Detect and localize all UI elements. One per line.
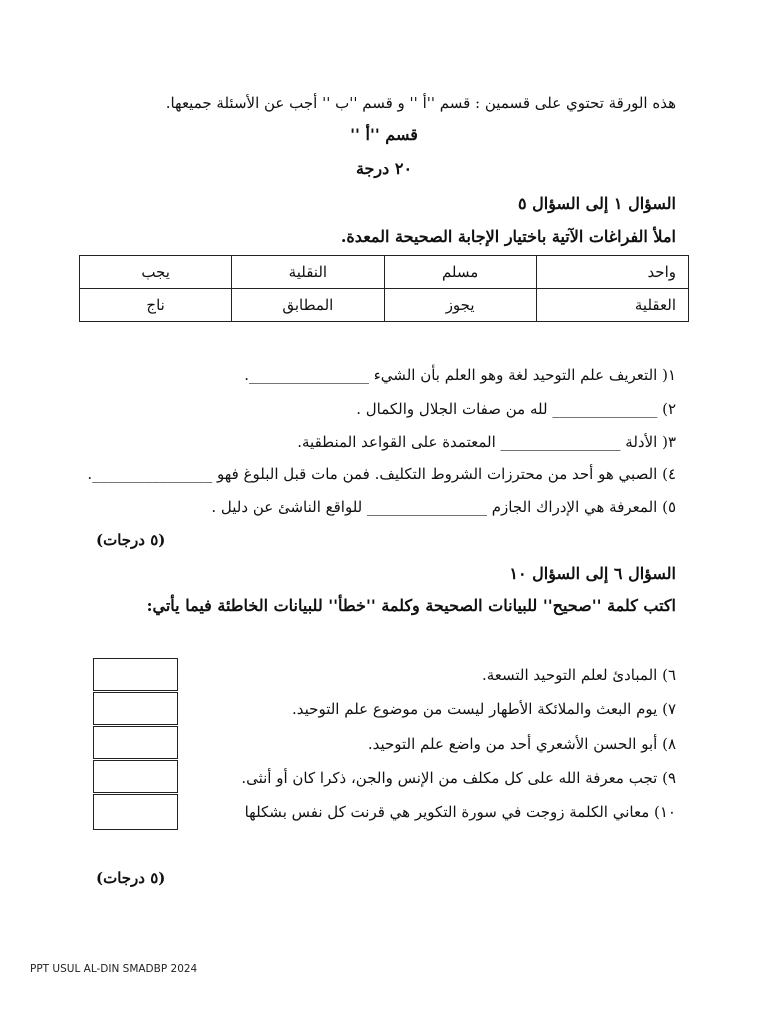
word-bank-cell: ناج (80, 289, 232, 322)
word-bank-cell: المطابق (232, 289, 384, 322)
question-5: ٥) المعرفة هي الإدراك الجازم ________________ للواقع الناشئ عن دليل . (211, 498, 676, 516)
part2-marks: (٥ درجات) (96, 869, 166, 887)
word-bank-cell: واحد (536, 256, 688, 289)
question-1: ١( التعريف علم التوحيد لغة وهو العلم بأن الشيء ________________. (244, 366, 676, 384)
word-bank-cell: يجوز (384, 289, 536, 322)
statement-6: ٦) المبادئ لعلم التوحيد التسعة. (481, 666, 676, 684)
total-marks: ٢٠ درجة (355, 159, 413, 178)
part2-heading: السؤال ٦ إلى السؤال ١٠ (509, 564, 676, 583)
answer-box-8[interactable] (93, 726, 178, 759)
statement-7: ٧) يوم البعث والملائكة الأطهار ليست من موضوع علم التوحيد. (292, 700, 676, 718)
statement-9: ٩) تجب معرفة الله على كل مكلف من الإنس والجن، ذكرا كان أو أنثى. (241, 769, 676, 787)
answer-box-6[interactable] (93, 658, 178, 691)
part2-instruction: اكتب كلمة ''صحيح'' للبيانات الصحيحة وكلمة ''خطأ'' للبيانات الخاطئة فيما يأتي: (146, 596, 676, 615)
word-bank-table (79, 255, 689, 322)
statement-10: ١٠) معاني الكلمة زوجت في سورة التكوير هي قرنت كل نفس بشكلها (244, 803, 676, 821)
statement-8: ٨) أبو الحسن الأشعري أحد من واضع علم التوحيد. (367, 735, 676, 753)
answer-box-10[interactable] (93, 794, 178, 830)
question-4: ٤) الصبي هو أحد من محترزات الشروط التكليف. فمن مات قبل البلوغ فهو ________________. (87, 465, 676, 483)
answer-box-9[interactable] (93, 760, 178, 793)
word-bank-cell: مسلم (384, 256, 536, 289)
part1-heading: السؤال ١ إلى السؤال ٥ (518, 194, 676, 213)
intro-text: هذه الورقة تحتوي على قسمين : قسم ''أ '' و قسم ''ب '' أجب عن الأسئلة جميعها. (165, 94, 676, 112)
word-bank-cell: يجب (80, 256, 232, 289)
answer-box-7[interactable] (93, 692, 178, 725)
part1-marks: (٥ درجات) (96, 531, 166, 549)
word-bank-row (80, 289, 689, 322)
word-bank-row (80, 256, 689, 289)
section-a-title: قسم ''أ '' (350, 125, 418, 144)
word-bank-cell: العقلية (536, 289, 688, 322)
question-3: ٣( الأدلة ________________ المعتمدة على القواعد المنطقية. (297, 433, 676, 451)
footer-text: PPT USUL AL-DIN SMADBP 2024 (30, 963, 198, 975)
part1-instruction: املأ الفراغات الآتية باختيار الإجابة الصحيحة المعدة. (340, 227, 676, 246)
question-2: ٢) ______________ لله من صفات الجلال والكمال . (356, 400, 676, 418)
word-bank-cell: النقلية (232, 256, 384, 289)
